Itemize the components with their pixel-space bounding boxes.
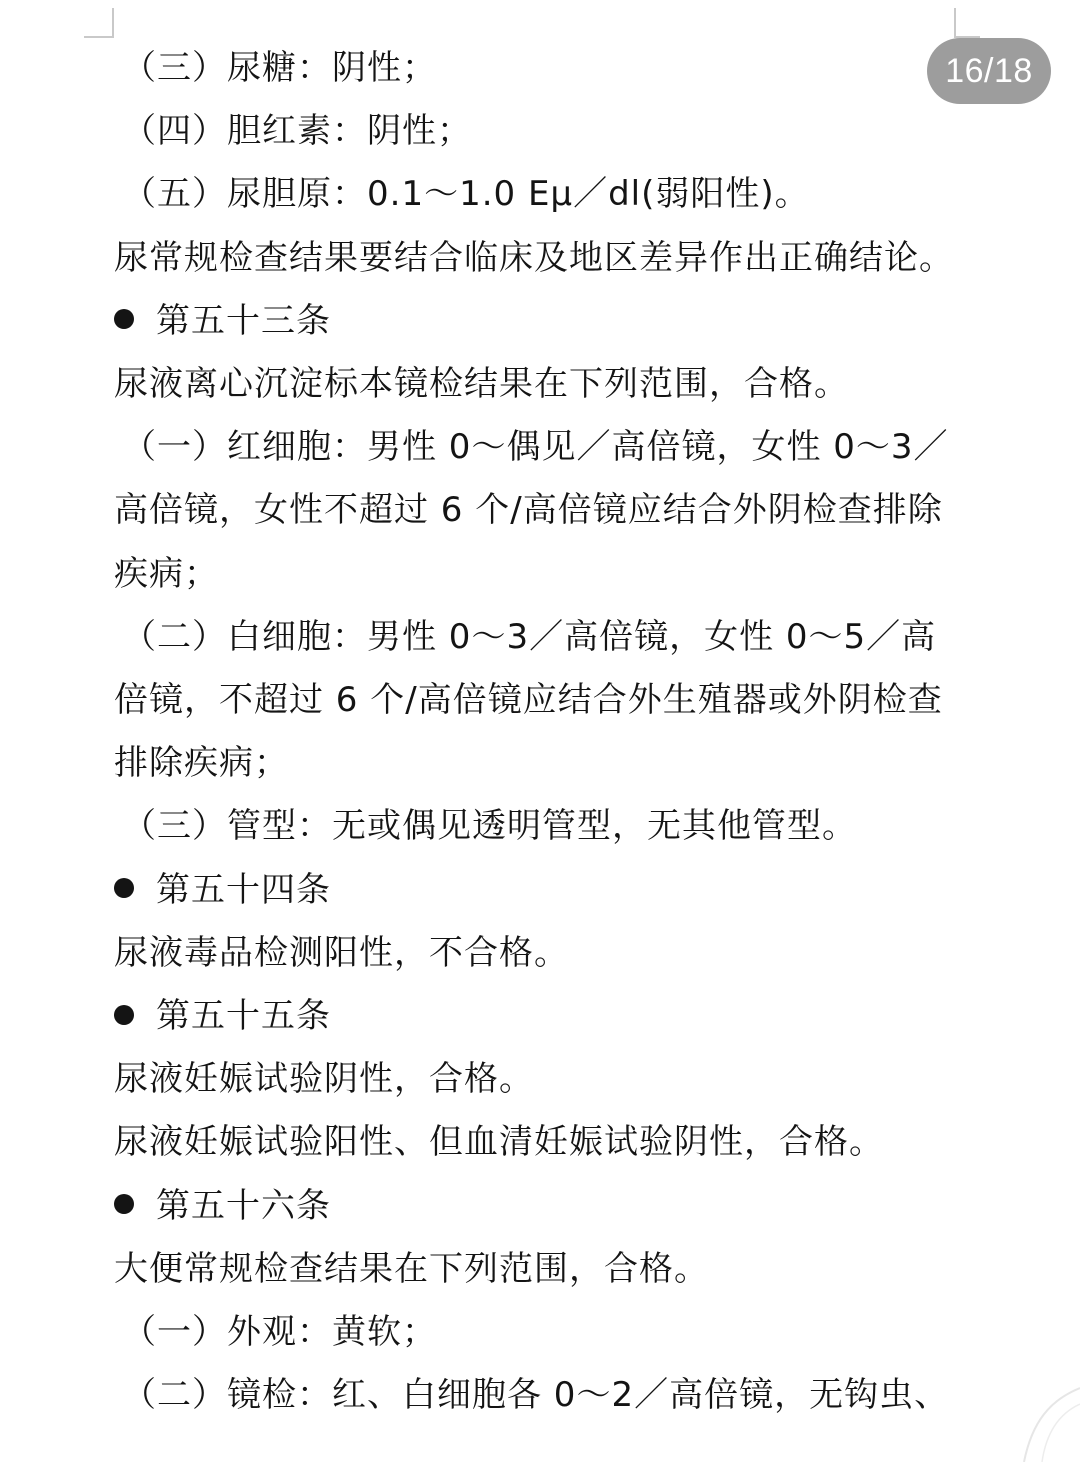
text-line: 排除疾病； [114,743,289,784]
text-line: （三）管型：无或偶见透明管型，无其他管型。 [122,806,857,847]
text-line: （一）外观：黄软； [122,1312,437,1352]
bullet-icon [114,1194,134,1214]
text-line: 高倍镜，女性不超过 6 个/高倍镜应结合外阴检查排除 [114,490,943,531]
text-line: （一）红细胞：男性 0～偶见／高倍镜，女性 0～3／ [122,427,949,468]
text-line: （三）尿糖：阴性； [122,48,437,88]
text-line: 尿液妊娠试验阴性，合格。 [114,1059,534,1100]
article-heading [114,858,1014,922]
text-line: （二）镜检：红、白细胞各 0～2／高倍镜，无钩虫、 [122,1375,950,1416]
article-heading-label: 第五十三条 [156,300,331,341]
text-line: 尿液妊娠试验阳性、但血清妊娠试验阴性，合格。 [114,1122,884,1163]
text-line: 尿常规检查结果要结合临床及地区差异作出正确结论。 [114,237,954,278]
page-indicator-badge: 16/18 [927,38,1051,104]
article-heading [114,289,1014,353]
text-line: 倍镜，不超过 6 个/高倍镜应结合外生殖器或外阴检查 [114,680,943,720]
text-line: （二）白细胞：男性 0～3／高倍镜，女性 0～5／高 [122,616,937,657]
article-heading-label: 第五十五条 [156,996,331,1036]
bullet-icon [114,878,134,898]
text-line: 大便常规检查结果在下列范围，合格。 [114,1248,709,1289]
text-line: （五）尿胆原：0.1～1.0 Eμ／dl(弱阳性)。 [122,174,810,215]
bullet-icon [114,309,134,329]
article-heading-label: 第五十四条 [156,869,331,910]
text-line: 尿液离心沉淀标本镜检结果在下列范围，合格。 [114,364,849,404]
article-heading [114,984,1014,1048]
text-line: 尿液毒品检测阳性，不合格。 [114,932,569,973]
article-heading-label: 第五十六条 [156,1185,331,1226]
article-heading [114,1174,1014,1238]
bullet-icon [114,1005,134,1025]
text-line: 疾病； [114,553,219,594]
page-curl-icon [970,1382,1080,1462]
text-line: （四）胆红素：阴性； [122,111,472,152]
